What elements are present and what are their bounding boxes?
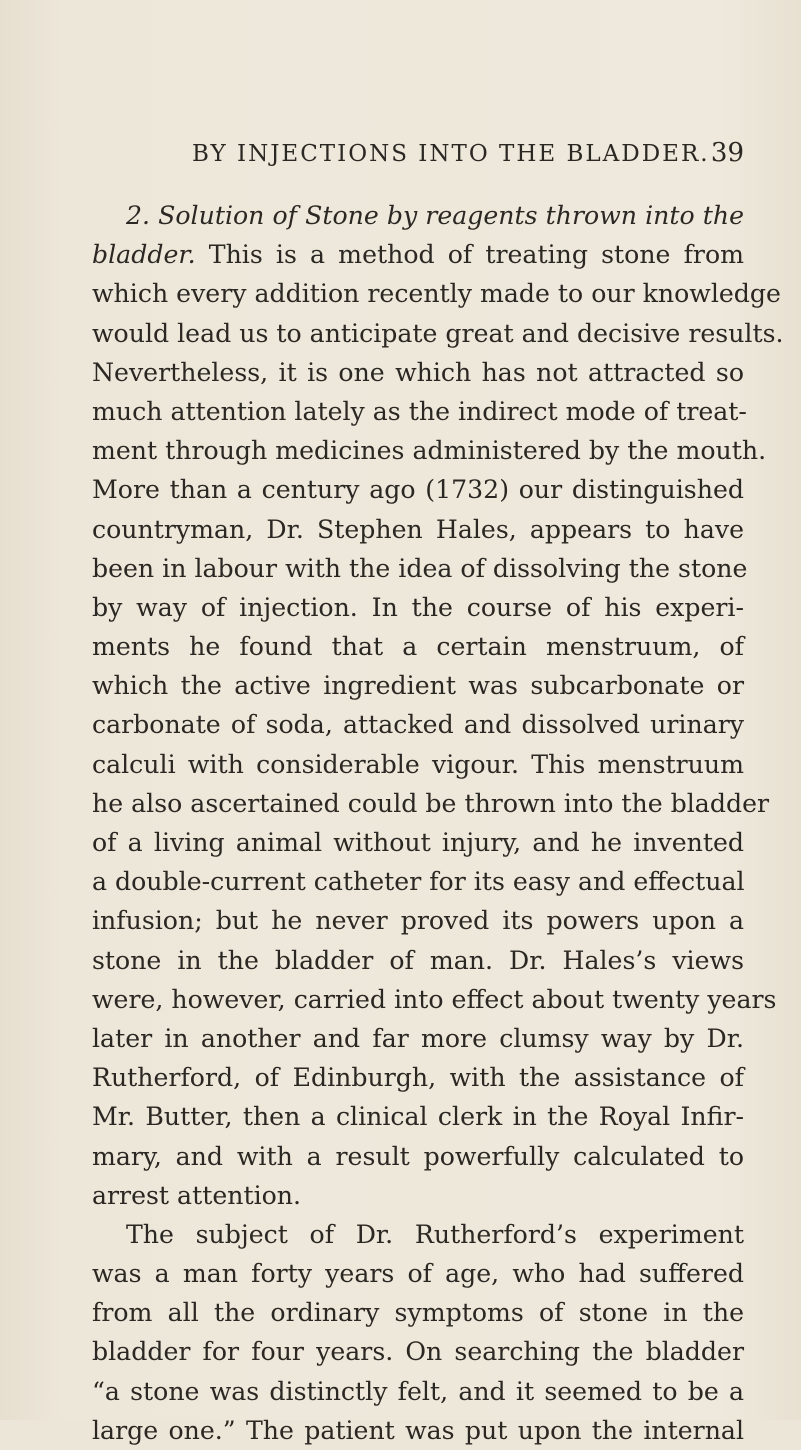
text-line: large one.” The patient was put upon the internal — [92, 1415, 744, 1445]
text-line: a double-current catheter for its easy and effectual — [92, 867, 745, 897]
page-number: 39 — [710, 138, 744, 168]
text-line: calculi with considerable vigour. This menstruum — [92, 749, 744, 779]
text-line: The subject of Dr. Rutherford’s experiment — [126, 1219, 744, 1249]
text-line: much attention lately as the indirect mode of treat- — [92, 396, 747, 426]
text-line: been in labour with the idea of dissolving the stone — [92, 553, 748, 583]
text-line: ments he found that a certain menstruum, of — [92, 632, 744, 662]
text-line: he also ascertained could be thrown into the bladder — [92, 788, 770, 818]
text-line: arrest attention. — [92, 1180, 302, 1210]
text-line: was a man forty years of age, who had suffered — [92, 1259, 744, 1289]
text-line: bladder for four years. On searching the bladder — [92, 1337, 744, 1367]
text-line: bladder. This is a method of treating stone from — [92, 240, 744, 270]
text-line: of a living animal without injury, and he invented — [92, 828, 744, 857]
text-line: later in another and far more clumsy way by Dr. — [92, 1023, 744, 1053]
text-line: which the active ingredient was subcarbonate or — [92, 671, 744, 701]
text-line: would lead us to anticipate great and decisive results. — [92, 318, 784, 348]
text-line: More than a century ago (1732) our distinguished — [92, 475, 744, 505]
text-line: by way of injection. In the course of his experi- — [92, 592, 744, 622]
text-line: Rutherford, of Edinburgh, with the assistance of — [92, 1063, 744, 1093]
text-line: 2. Solution of Stone by reagents thrown into the — [126, 201, 744, 230]
text-line: ment through medicines administered by the mouth. — [92, 436, 767, 466]
text-line: Nevertheless, it is one which has not attracted so — [92, 357, 744, 387]
text-line: stone in the bladder of man. Dr. Hales’s views — [92, 945, 744, 975]
running-title: BY INJECTIONS INTO THE BLADDER. — [192, 141, 710, 167]
text-line: “a stone was distinctly felt, and it seemed to be a — [92, 1376, 744, 1406]
text-line: Mr. Butter, then a clinical clerk in the Royal Infir- — [92, 1102, 744, 1132]
text-line: from all the ordinary symptoms of stone in the — [92, 1298, 744, 1328]
running-header — [192, 138, 744, 168]
text-line: countryman, Dr. Stephen Hales, appears to have — [92, 514, 744, 544]
text-line: infusion; but he never proved its powers upon a — [92, 906, 744, 936]
text-line: which every addition recently made to our knowledge — [92, 279, 781, 309]
text-line: carbonate of soda, attacked and dissolved urinary — [92, 710, 744, 740]
text-line: were, however, carried into effect about twenty years — [92, 984, 777, 1014]
text-line: mary, and with a result powerfully calculated to — [92, 1141, 744, 1171]
body-text — [92, 196, 784, 1450]
